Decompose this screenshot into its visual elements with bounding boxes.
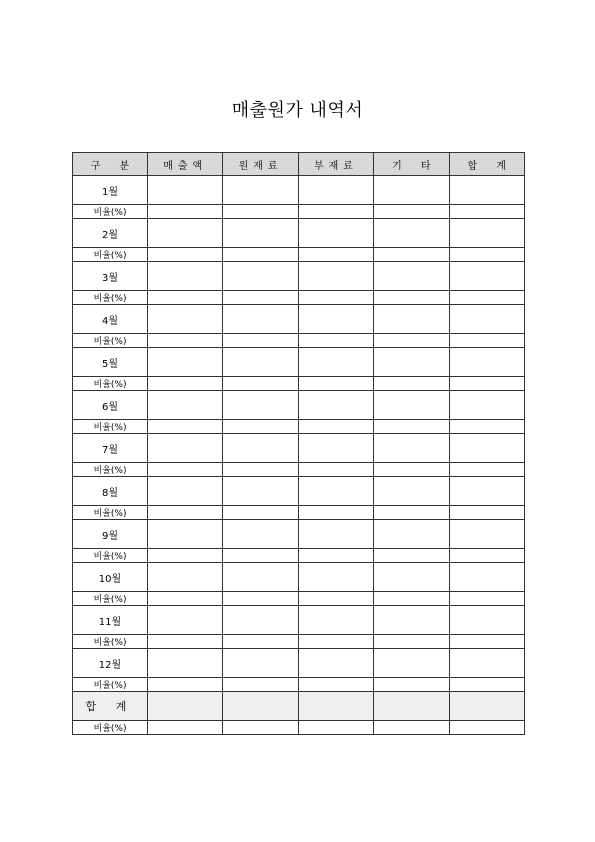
table-cell[interactable] xyxy=(223,434,298,463)
ratio-row xyxy=(73,291,525,305)
table-cell[interactable] xyxy=(449,678,524,692)
table-cell[interactable] xyxy=(374,262,449,291)
table-cell[interactable] xyxy=(374,248,449,262)
table-cell[interactable] xyxy=(223,205,298,219)
table-cell[interactable] xyxy=(374,348,449,377)
month-row-label: 7월 xyxy=(73,434,148,463)
table-cell[interactable] xyxy=(374,176,449,205)
table-cell[interactable] xyxy=(298,334,373,348)
table-cell[interactable] xyxy=(298,434,373,463)
header-sales: 매출액 xyxy=(148,153,223,176)
ratio-row-label: 비율(%) xyxy=(73,592,148,606)
table-cell[interactable] xyxy=(449,348,524,377)
table-cell[interactable] xyxy=(223,262,298,291)
header-other: 기 타 xyxy=(374,153,449,176)
table-cell[interactable] xyxy=(298,692,373,721)
month-row-label: 11월 xyxy=(73,606,148,635)
table-cell[interactable] xyxy=(449,549,524,563)
table-cell[interactable] xyxy=(148,248,223,262)
table-cell[interactable] xyxy=(223,649,298,678)
table-cell[interactable] xyxy=(449,506,524,520)
month-row-label: 9월 xyxy=(73,520,148,549)
table-cell[interactable] xyxy=(449,606,524,635)
table-cell[interactable] xyxy=(449,262,524,291)
table-cell[interactable] xyxy=(449,563,524,592)
table-cell[interactable] xyxy=(374,291,449,305)
table-cell[interactable] xyxy=(148,649,223,678)
ratio-row-label: 비율(%) xyxy=(73,205,148,219)
table-cell[interactable] xyxy=(223,176,298,205)
ratio-row xyxy=(73,334,525,348)
ratio-row xyxy=(73,205,525,219)
ratio-row xyxy=(73,463,525,477)
ratio-row-label: 비율(%) xyxy=(73,678,148,692)
ratio-row xyxy=(73,635,525,649)
ratio-row-label: 비율(%) xyxy=(73,420,148,434)
month-row-label: 12월 xyxy=(73,649,148,678)
table-cell[interactable] xyxy=(148,477,223,506)
table-body xyxy=(73,176,525,735)
table-cell[interactable] xyxy=(374,334,449,348)
table-cell[interactable] xyxy=(449,463,524,477)
month-row xyxy=(73,176,525,205)
table-cell[interactable] xyxy=(449,391,524,420)
table-cell[interactable] xyxy=(298,635,373,649)
table-cell[interactable] xyxy=(148,420,223,434)
month-row xyxy=(73,219,525,248)
table-cell[interactable] xyxy=(223,477,298,506)
table-cell[interactable] xyxy=(298,377,373,391)
table-cell[interactable] xyxy=(449,649,524,678)
header-category: 구 분 xyxy=(73,153,148,176)
table-cell[interactable] xyxy=(298,506,373,520)
table-cell[interactable] xyxy=(148,678,223,692)
table-cell[interactable] xyxy=(148,563,223,592)
table-cell[interactable] xyxy=(298,305,373,334)
ratio-row xyxy=(73,592,525,606)
month-row-label: 5월 xyxy=(73,348,148,377)
table-cell[interactable] xyxy=(298,219,373,248)
table-cell[interactable] xyxy=(148,463,223,477)
month-row-label: 6월 xyxy=(73,391,148,420)
header-sub-materials: 부재료 xyxy=(298,153,373,176)
table-cell[interactable] xyxy=(148,334,223,348)
table-cell[interactable] xyxy=(374,592,449,606)
table-cell[interactable] xyxy=(374,377,449,391)
total-ratio-row xyxy=(73,721,525,735)
ratio-row-label: 비율(%) xyxy=(73,506,148,520)
table-cell[interactable] xyxy=(298,205,373,219)
ratio-row-label: 비율(%) xyxy=(73,635,148,649)
table-cell[interactable] xyxy=(298,549,373,563)
table-cell[interactable] xyxy=(374,692,449,721)
table-cell[interactable] xyxy=(374,606,449,635)
table-cell[interactable] xyxy=(148,262,223,291)
month-row xyxy=(73,305,525,334)
month-row-label: 3월 xyxy=(73,262,148,291)
table-cell[interactable] xyxy=(449,248,524,262)
table-cell[interactable] xyxy=(374,520,449,549)
table-cell[interactable] xyxy=(148,434,223,463)
table-cell[interactable] xyxy=(148,506,223,520)
table-cell[interactable] xyxy=(223,248,298,262)
table-cell[interactable] xyxy=(223,506,298,520)
table-cell[interactable] xyxy=(374,463,449,477)
table-cell[interactable] xyxy=(298,463,373,477)
table-cell[interactable] xyxy=(298,477,373,506)
month-row-label: 4월 xyxy=(73,305,148,334)
table-cell[interactable] xyxy=(298,348,373,377)
table-cell[interactable] xyxy=(148,291,223,305)
ratio-row-label: 비율(%) xyxy=(73,549,148,563)
table-cell[interactable] xyxy=(449,205,524,219)
table-cell[interactable] xyxy=(148,377,223,391)
table-cell[interactable] xyxy=(148,305,223,334)
table-cell[interactable] xyxy=(298,563,373,592)
table-cell[interactable] xyxy=(223,678,298,692)
table-cell[interactable] xyxy=(374,721,449,735)
cost-of-sales-table xyxy=(72,152,525,735)
table-cell[interactable] xyxy=(374,477,449,506)
table-cell[interactable] xyxy=(223,377,298,391)
table-cell[interactable] xyxy=(374,305,449,334)
month-row-label: 8월 xyxy=(73,477,148,506)
table-cell[interactable] xyxy=(298,649,373,678)
table-cell[interactable] xyxy=(223,219,298,248)
table-cell[interactable] xyxy=(449,291,524,305)
ratio-row xyxy=(73,377,525,391)
table-cell[interactable] xyxy=(223,592,298,606)
table-cell[interactable] xyxy=(298,248,373,262)
table-cell[interactable] xyxy=(449,434,524,463)
header-total: 합 계 xyxy=(449,153,524,176)
table-cell[interactable] xyxy=(223,635,298,649)
month-row xyxy=(73,649,525,678)
ratio-row-label: 비율(%) xyxy=(73,291,148,305)
table-cell[interactable] xyxy=(148,606,223,635)
table-cell[interactable] xyxy=(223,348,298,377)
ratio-row xyxy=(73,549,525,563)
table-cell[interactable] xyxy=(223,563,298,592)
table-cell[interactable] xyxy=(449,592,524,606)
table-cell[interactable] xyxy=(223,606,298,635)
table-cell[interactable] xyxy=(449,219,524,248)
table-cell[interactable] xyxy=(223,420,298,434)
table-cell[interactable] xyxy=(298,520,373,549)
month-row xyxy=(73,520,525,549)
table-cell[interactable] xyxy=(223,463,298,477)
table-cell[interactable] xyxy=(374,420,449,434)
table-cell[interactable] xyxy=(223,334,298,348)
month-row xyxy=(73,434,525,463)
total-ratio-row-label: 비율(%) xyxy=(73,721,148,735)
table-cell[interactable] xyxy=(374,219,449,248)
table-cell[interactable] xyxy=(298,606,373,635)
table-cell[interactable] xyxy=(449,420,524,434)
table-cell[interactable] xyxy=(148,592,223,606)
table-cell[interactable] xyxy=(298,678,373,692)
table-cell[interactable] xyxy=(374,563,449,592)
table-cell[interactable] xyxy=(148,219,223,248)
table-cell[interactable] xyxy=(298,592,373,606)
table-cell[interactable] xyxy=(223,721,298,735)
table-cell[interactable] xyxy=(148,692,223,721)
table-cell[interactable] xyxy=(374,391,449,420)
table-cell[interactable] xyxy=(374,506,449,520)
table-cell[interactable] xyxy=(148,391,223,420)
table-cell[interactable] xyxy=(449,692,524,721)
table-cell[interactable] xyxy=(374,205,449,219)
ratio-row-label: 비율(%) xyxy=(73,334,148,348)
table-cell[interactable] xyxy=(223,305,298,334)
table-cell[interactable] xyxy=(374,434,449,463)
table-cell[interactable] xyxy=(374,678,449,692)
table-cell[interactable] xyxy=(449,377,524,391)
table-cell[interactable] xyxy=(148,635,223,649)
table-cell[interactable] xyxy=(298,291,373,305)
ratio-row-label: 비율(%) xyxy=(73,463,148,477)
table-cell[interactable] xyxy=(148,549,223,563)
ratio-row-label: 비율(%) xyxy=(73,248,148,262)
header-row xyxy=(73,153,525,176)
total-row-label: 합 계 xyxy=(73,692,148,721)
month-row xyxy=(73,391,525,420)
ratio-row xyxy=(73,420,525,434)
table-cell[interactable] xyxy=(449,477,524,506)
month-row-label: 2월 xyxy=(73,219,148,248)
table-cell[interactable] xyxy=(223,549,298,563)
month-row xyxy=(73,477,525,506)
table-cell[interactable] xyxy=(374,549,449,563)
table-cell[interactable] xyxy=(148,205,223,219)
table-cell[interactable] xyxy=(298,176,373,205)
month-row-label: 1월 xyxy=(73,176,148,205)
ratio-row-label: 비율(%) xyxy=(73,377,148,391)
ratio-row xyxy=(73,678,525,692)
table-cell[interactable] xyxy=(298,420,373,434)
table-cell[interactable] xyxy=(223,291,298,305)
header-raw-materials: 원재료 xyxy=(223,153,298,176)
table-cell[interactable] xyxy=(298,262,373,291)
month-row xyxy=(73,606,525,635)
table-cell[interactable] xyxy=(298,391,373,420)
table-cell[interactable] xyxy=(223,692,298,721)
table-cell[interactable] xyxy=(298,721,373,735)
document-title: 매출원가 내역서 xyxy=(231,100,364,121)
month-row xyxy=(73,262,525,291)
table-cell[interactable] xyxy=(148,176,223,205)
table-cell[interactable] xyxy=(148,520,223,549)
table-cell[interactable] xyxy=(223,391,298,420)
table-cell[interactable] xyxy=(374,649,449,678)
table-cell[interactable] xyxy=(148,721,223,735)
table-cell[interactable] xyxy=(449,520,524,549)
month-row-label: 10월 xyxy=(73,563,148,592)
table-cell[interactable] xyxy=(449,305,524,334)
table-cell[interactable] xyxy=(223,520,298,549)
table-cell[interactable] xyxy=(374,635,449,649)
table-cell[interactable] xyxy=(449,334,524,348)
ratio-row xyxy=(73,248,525,262)
table-cell[interactable] xyxy=(449,176,524,205)
total-row xyxy=(73,692,525,721)
month-row xyxy=(73,563,525,592)
table-cell[interactable] xyxy=(449,635,524,649)
table-cell[interactable] xyxy=(449,721,524,735)
table-cell[interactable] xyxy=(148,348,223,377)
month-row xyxy=(73,348,525,377)
ratio-row xyxy=(73,506,525,520)
